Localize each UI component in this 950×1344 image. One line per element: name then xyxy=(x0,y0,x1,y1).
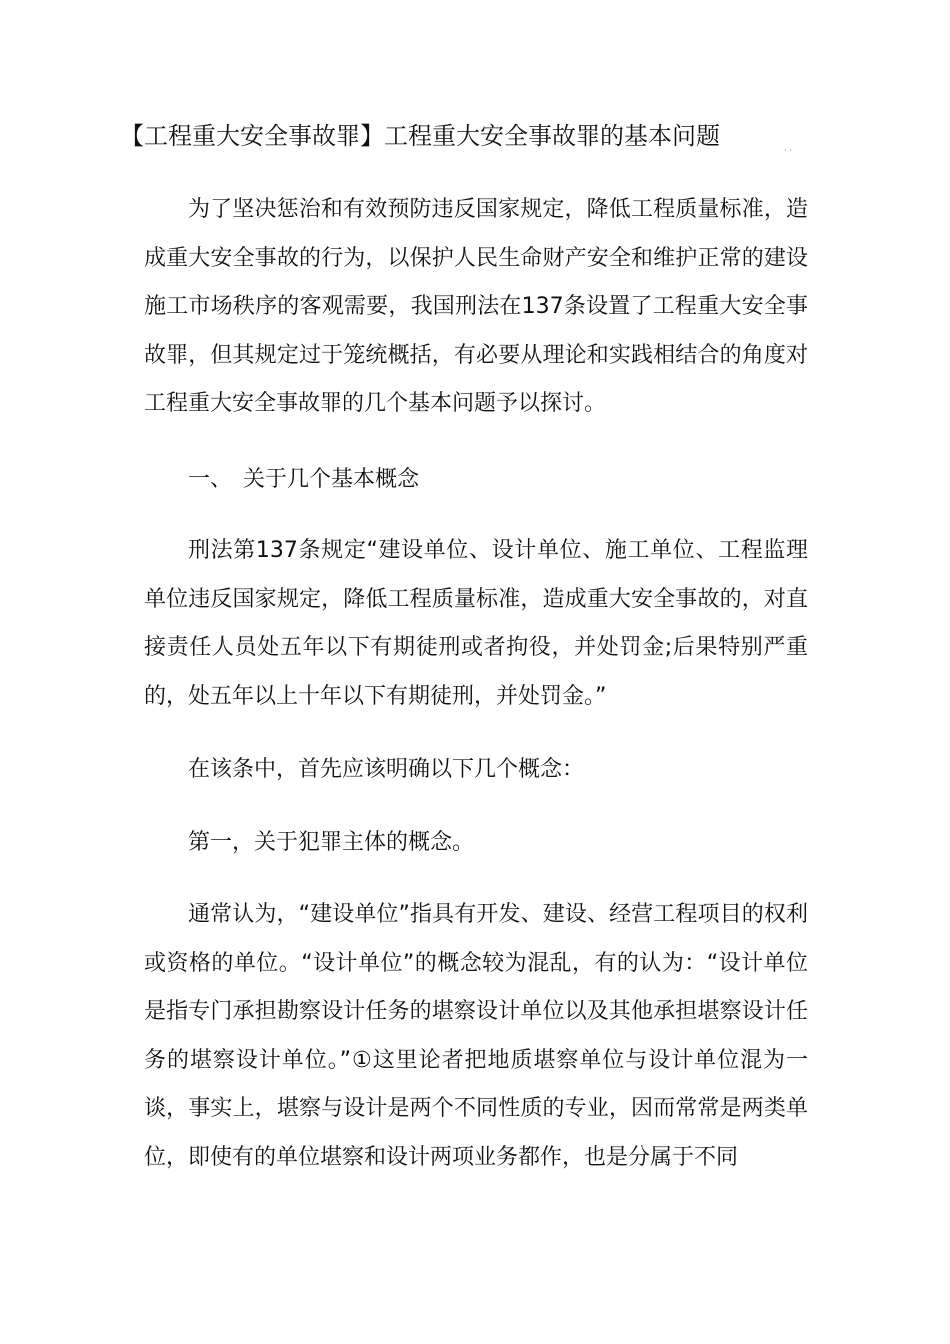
paragraph-construction-unit: 通常认为，“建设单位”指具有开发、建设、经营工程项目的权利或资格的单位。“设计单位”的概念较为混乱，有的认为：“设计单位是指专门承担勘察设计任务的堪察设计单位以及其他承担堪察设计任务的堪察设计单位。”①这里论者把地质堪察单位与设计单位混为一谈，事实上，堪察与设计是两个不同性质的专业，因而常常是两类单位，即使有的单位堪察和设计两项业务都作，也是分属于不同 xyxy=(144,902,808,1170)
section-heading: 一、 关于几个基本概念 xyxy=(188,467,420,492)
paragraph-concepts: 在该条中，首先应该明确以下几个概念： xyxy=(188,757,585,782)
paragraph-article-137: 刑法第137条规定“建设单位、设计单位、施工单位、工程监理单位违反国家规定，降低工程质量标准，造成重大安全事故的，对直接责任人员处五年以下有期徒刑或者拘役，并处罚金;后果特别严重的，处五年以上十年以下有期徒刑，并处罚金。” xyxy=(144,538,808,709)
document-title: 【工程重大安全事故罪】工程重大安全事故罪的基本问题 xyxy=(120,122,720,150)
title-mark: · · xyxy=(784,146,792,155)
paragraph-intro: 为了坚决惩治和有效预防违反国家规定，降低工程质量标准，造成重大安全事故的行为，以保护人民生命财产安全和维护正常的建设施工市场秩序的客观需要，我国刑法在137条设置了工程重大安全事故罪，但其规定过于笼统概括，有必要从理论和实践相结合的角度对工程重大安全事故罪的几个基本问题予以探讨。 xyxy=(144,197,808,416)
paragraph-subject-heading: 第一，关于犯罪主体的概念。 xyxy=(188,830,475,855)
